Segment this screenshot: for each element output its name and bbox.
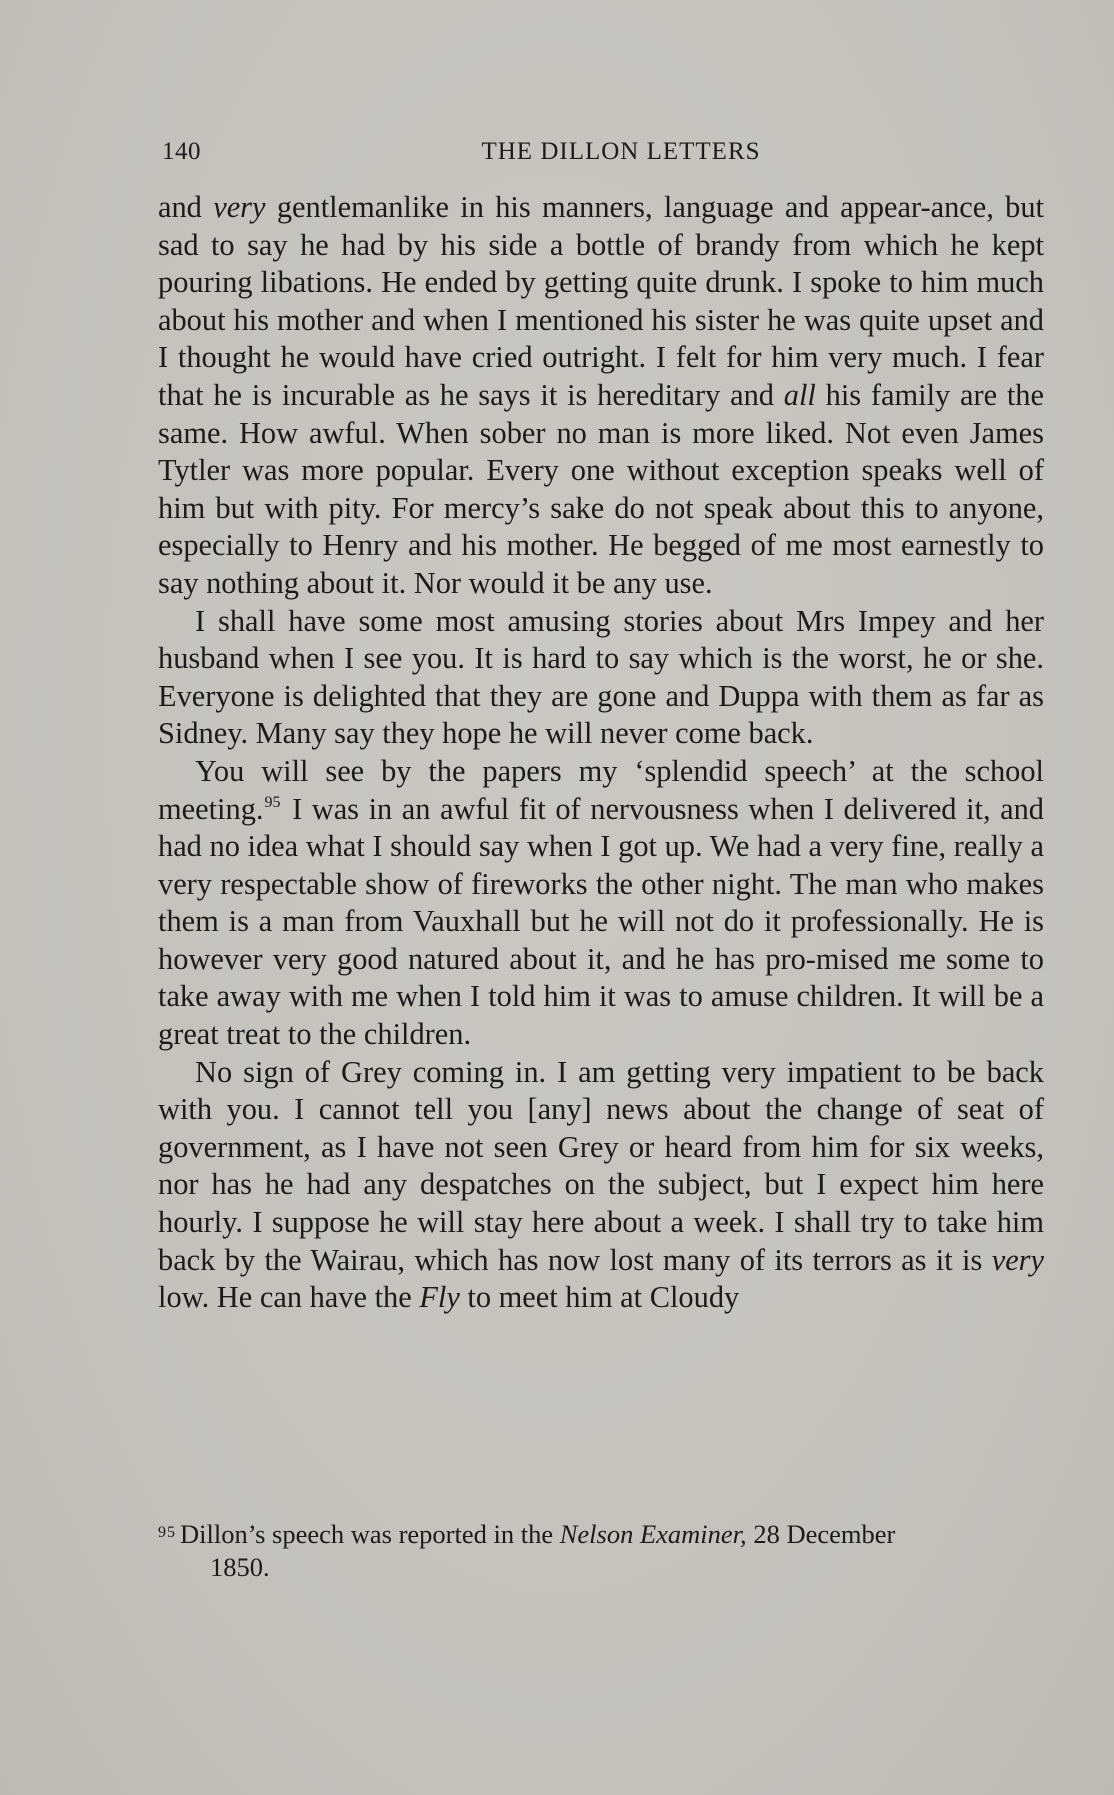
paragraph-text: No sign of Grey coming in. I am getting very impatient to be back with you. I cannot tell you [any] news about the change of seat of government, as I have not seen Grey or heard from him for six weeks, nor has he had any despatches on the subject, but I expect him here hourly. I suppose he will stay here about a week. I shall try to take him back by the Wairau, which has now lost many of its terrors as it is	[158, 1054, 1044, 1277]
paragraph-text: I shall have some most amusing stories about Mrs Impey and her husband when I see you. It is hard to say which is the worst, he or she. Everyone is delighted that they are gone and Duppa with them as far as Sidney. Many say they hope he will never come back.	[158, 603, 1044, 751]
italic-text: very	[991, 1242, 1044, 1277]
paragraph-text: and	[158, 190, 214, 224]
page-number: 140	[162, 138, 201, 165]
italic-text: all	[783, 377, 816, 412]
footnote-segment: Dillon’s speech was reported in the	[180, 1519, 560, 1549]
paragraph-text: his family are the same. How awful. When sober no man is more liked. Not even James Tytler was more popular. Every one without exception speaks well of him but with pity. For mercy’s sake do not speak about this to anyone, especially to Henry and his mother. He begged of me most earnestly to say nothing about it. Nor would it be any use.	[158, 377, 1044, 600]
paragraph-text: low. He can have the	[158, 1280, 420, 1315]
paragraph	[158, 603, 1044, 753]
footnote-segment: 28 December	[746, 1519, 896, 1549]
paragraph-text: to meet him at Cloudy	[459, 1280, 740, 1315]
running-title: THE DILLON LETTERS	[481, 138, 761, 165]
running-head	[158, 134, 1044, 174]
footnote-number: 95	[158, 1524, 176, 1541]
italic-text: Fly	[419, 1280, 460, 1315]
italic-text: very	[213, 190, 266, 224]
paragraph-text: I was in an awful fit of nervousness when I delivered it, and had no idea what I should say when I got up. We had a very fine, really a very respectable show of fireworks the other night. The man who makes them is a man from Vauxhall but he will not do it professionally. He is however very good natured about it, and he has pro-mised me some to take away with me when I told him it was to amuse children. It will be a great treat to the children.	[158, 791, 1044, 1052]
footnote-reference: 95	[264, 793, 281, 811]
paragraph-text: You will see by the papers my ‘splendid speech’ at the school meeting.	[158, 753, 1044, 826]
footnote-italic-text: Nelson Examiner,	[559, 1519, 747, 1549]
paragraph	[158, 1054, 1044, 1317]
footnote-text	[180, 1519, 895, 1549]
footnote	[158, 1516, 1044, 1584]
footnote-continuation: 1850.	[210, 1552, 270, 1582]
paragraph	[158, 753, 1044, 1054]
paragraph	[158, 189, 1044, 603]
paragraph-text: gentlemanlike in his manners, language and appear-ance, but sad to say he had by his side a bottle of brandy from which he kept pouring libations. He ended by getting quite drunk. I spoke to him much about his mother and when I mentioned his sister he was quite upset and I thought he would have cried outright. I felt for him very much. I fear that he is incurable as he says it is hereditary and	[158, 190, 1044, 412]
body-text	[158, 189, 1044, 1317]
